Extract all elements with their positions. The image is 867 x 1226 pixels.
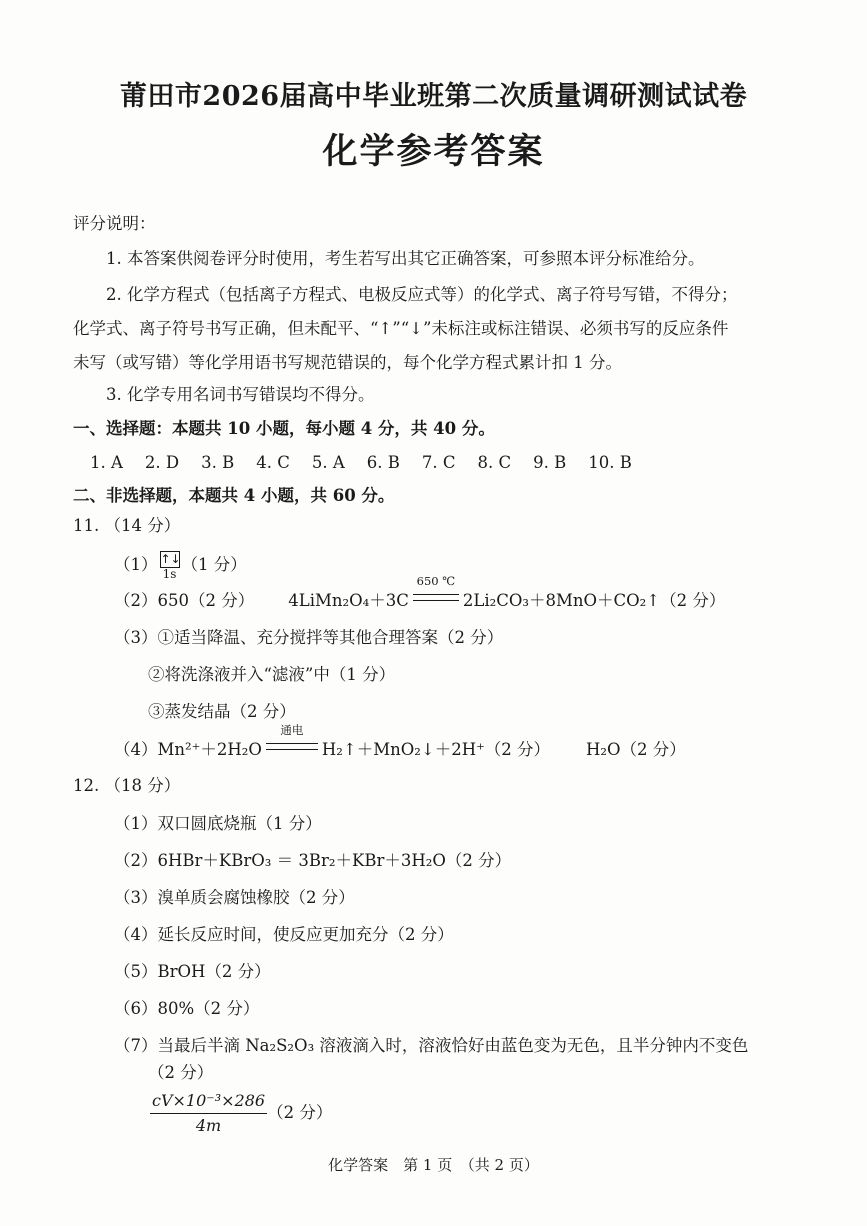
- q12-part7a: （7）当最后半滴 Na₂S₂O₃ 溶液滴入时，溶液恰好由蓝色变为无色，且半分钟内不变色: [114, 1036, 749, 1055]
- q11-part3-3: ③蒸发结晶（2 分）: [148, 702, 296, 721]
- grading-note-2b: 化学式、离子符号书写正确，但未配平、“↑”“↓”未标注或标注错误、必须书写的反应条件: [73, 319, 729, 338]
- q11-part2: （2）650（2 分） 4LiMn₂O₄＋3C 650 ℃ 2Li₂CO₃＋8MnO＋CO₂↑（2 分）: [114, 574, 726, 610]
- q12-part4: （4）延长反应时间，使反应更加充分（2 分）: [114, 925, 454, 944]
- q12-part3: （3）溴单质会腐蚀橡胶（2 分）: [114, 888, 355, 907]
- q12-part6: （6）80%（2 分）: [114, 999, 260, 1018]
- q11-part4: （4）Mn²⁺＋2H₂O 通电 H₂↑＋MnO₂↓＋2H⁺（2 分） H₂O（2 分）: [114, 723, 686, 759]
- equation-rhs: 2Li₂CO₃＋8MnO＋CO₂↑（2 分）: [462, 591, 726, 610]
- answer-1: 1. A: [90, 453, 123, 472]
- document-subtitle: 化学参考答案: [322, 131, 545, 172]
- grading-notes-heading: 评分说明：: [73, 214, 156, 233]
- orbital-box: ↑↓: [160, 552, 181, 566]
- document-title: 莆田市2026届高中毕业班第二次质量调研测试试卷: [119, 81, 748, 112]
- fraction-numerator: cV×10⁻³×286: [150, 1090, 267, 1114]
- fraction: [150, 1090, 267, 1137]
- answer-6: 6. B: [366, 453, 400, 472]
- answer-2: 2. D: [144, 453, 180, 472]
- answer-4: 4. C: [256, 453, 290, 472]
- fraction-denominator: 4m: [195, 1116, 222, 1135]
- answer-9: 9. B: [533, 453, 567, 472]
- section2-heading: 二、非选择题，本题共 4 小题，共 60 分。: [73, 486, 395, 505]
- q12-part5: （5）BrOH（2 分）: [114, 962, 271, 981]
- reaction-condition: 650 ℃: [413, 590, 459, 612]
- q11-part3-2: ②将洗涤液并入“滤液”中（1 分）: [148, 665, 396, 684]
- answer-5: 5. A: [311, 453, 345, 472]
- section1-heading: 一、选择题：本题共 10 小题，每小题 4 分，共 40 分。: [73, 419, 495, 438]
- orbital-diagram: [160, 551, 180, 581]
- reaction-condition: 通电: [266, 739, 318, 761]
- answer-8: 8. C: [477, 453, 512, 472]
- grading-note-2c: 未写（或写错）等化学用语书写规范错误的，每个化学方程式累计扣 1 分。: [73, 353, 622, 372]
- grading-note-1: 1. 本答案供阅卷评分时使用，考生若写出其它正确答案，可参照本评分标准给分。: [106, 249, 705, 268]
- orbital-label: 1s: [162, 567, 177, 581]
- equation-lhs: 4LiMn₂O₄＋3C: [288, 591, 409, 610]
- q12-part2: （2）6HBr＋KBrO₃ ＝ 3Br₂＋KBr＋3H₂O（2 分）: [114, 851, 512, 870]
- q11-part3-1: （3）①适当降温、充分搅拌等其他合理答案（2 分）: [114, 628, 504, 647]
- grading-note-2a: 2. 化学方程式（包括离子方程式、电极反应式等）的化学式、离子符号写错，不得分；: [106, 285, 738, 304]
- choice-answers-row: [90, 452, 654, 474]
- answer-10: 10. B: [588, 453, 632, 472]
- q12-part7b: （2 分）: [148, 1063, 214, 1082]
- q11-part1: （1） ↑↓ 1s （1 分）: [114, 552, 247, 581]
- q12-header: 12. （18 分）: [73, 776, 181, 795]
- q11-header: 11. （14 分）: [73, 516, 181, 535]
- grading-note-3: 3. 化学专用名词书写错误均不得分。: [106, 385, 375, 404]
- answer-3: 3. B: [201, 453, 235, 472]
- page-footer: 化学答案 第 1 页 （共 2 页）: [328, 1156, 539, 1174]
- answer-7: 7. C: [421, 453, 456, 472]
- q12-part1: （1）双口圆底烧瓶（1 分）: [114, 814, 322, 833]
- q12-part7-formula: [150, 1090, 332, 1137]
- formula-score: （2 分）: [267, 1103, 333, 1122]
